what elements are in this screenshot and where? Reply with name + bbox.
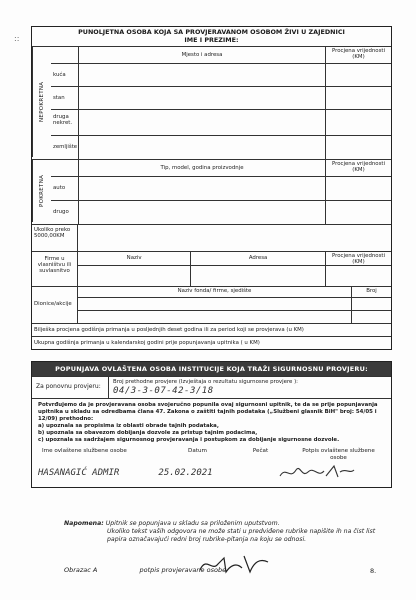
page-number: 8.: [370, 567, 377, 575]
prev-check-label: Broj prethodne provjere (Izvještaja o rezultatu sigurnosne provjere ):: [113, 379, 298, 385]
cert-item-b: b) upoznala sa obavezom dobijanja dozvole za pristup tajnim podacima,: [38, 430, 258, 436]
income-prev-label: Bilješka procjena godišnja primanja u posljednjih deset godina ili za period koji se provjerava (u KM): [34, 327, 304, 333]
company-address-field[interactable]: [190, 266, 325, 286]
form-subtitle: IME I PREZIME:: [184, 35, 239, 44]
car-value-field[interactable]: [325, 177, 391, 200]
sign-label: potpis provjeravane osobe: [139, 566, 227, 574]
over-value-field[interactable]: [77, 225, 391, 251]
value-header: Procjena vrijednosti (KM): [325, 47, 391, 63]
authorized-person-section: [31, 361, 392, 488]
row-label-other-property: druga nekret.: [53, 114, 73, 126]
sig-date-header: Datum: [188, 448, 207, 454]
immovable-label: NEPOKRETNA: [32, 47, 51, 157]
applicant-signature: [196, 552, 276, 580]
notes-label: Napomena:: [64, 520, 104, 527]
other-property-value-field[interactable]: [325, 110, 391, 135]
movable-label: POKRETNA: [32, 160, 51, 222]
income-total-label: Ukupna godišnja primanja u kalendarskoj godini prije popunjavanja upitnika ( u KM): [34, 340, 260, 346]
sig-name-value[interactable]: HASANAGIĆ ADMIR: [38, 467, 120, 478]
shares-count-field-1[interactable]: [351, 298, 391, 310]
notes-line2: Ukoliko tekst vaših odgovora ne može stati u predviđene rubrike napišite ih na čist list papira označavajući redni broj rubrike-pitanja na koju se odnosi.: [107, 528, 376, 543]
row-label-land: zemljište: [53, 144, 78, 150]
over-value-note: Ukoliko preko 5000,00KM: [34, 227, 71, 239]
company-address-header: Adresa: [190, 252, 325, 265]
shares-count-field-2[interactable]: [351, 311, 391, 323]
company-value-field[interactable]: [325, 266, 391, 286]
company-name-field[interactable]: [78, 266, 190, 286]
row-label-flat: stan: [53, 95, 65, 101]
household-member-form: [31, 26, 392, 350]
form-title: [32, 27, 391, 46]
notes-line1: Upitnik se popunjava u skladu sa priloženim uputstvom.: [105, 520, 280, 527]
shares-name-field-2[interactable]: [78, 311, 351, 323]
row-label-house: kuća: [53, 72, 66, 78]
company-name-header: Naziv: [126, 255, 142, 261]
sig-signature-header: Potpis ovlaštene službene osobe: [302, 448, 375, 461]
certification-text: Potvrđujemo da je provjeravana osoba svojeručno popunila ovaj sigurnosni upitnik, te da se prije popunjavanja upitnika u skladu sa odredbama člana 47. Zakona o zaštiti tajnih podataka („Službeni glasnik BiH" broj: 54/05 i 12/09) prethodno:: [38, 402, 378, 422]
cert-item-a: a) upoznala sa propisima iz oblasti obrade tajnih podataka,: [38, 423, 219, 429]
other-movable-field[interactable]: [78, 201, 325, 224]
flat-address-field[interactable]: [78, 87, 325, 109]
shares-header: Naziv fonda/ firme, sjedište: [177, 288, 252, 294]
other-property-address-field[interactable]: [78, 110, 325, 135]
movable-value-header: Procjena vrijednosti (KM): [325, 160, 391, 176]
form-title-text: PUNOLJETNA OSOBA KOJA SA PROVJERAVANOM OSOBOM ŽIVI U ZAJEDNICI: [78, 28, 345, 36]
company-value-header: Procjena vrijednosti (KM): [325, 252, 391, 265]
notes: [64, 520, 384, 544]
authorized-signature: [268, 462, 385, 484]
cert-item-c: c) upoznala sa sadržajem sigurnosnog provjeravanja i postupkom za dobijanje sigurnosne dozvole.: [38, 437, 340, 443]
corner-mark: ::: [14, 34, 20, 43]
car-field[interactable]: [78, 177, 325, 200]
sig-date-value[interactable]: 25.02.2021: [158, 467, 213, 478]
other-movable-value-field[interactable]: [325, 201, 391, 224]
shares-count-header: Broj: [351, 287, 391, 297]
house-address-field[interactable]: [78, 64, 325, 86]
land-value-field[interactable]: [325, 136, 391, 159]
row-label-other-movable: drugo: [53, 209, 69, 215]
address-header: Mjesto i adresa: [78, 47, 325, 63]
movable-header: Tip, model, godina proizvodnje: [78, 160, 325, 176]
company-label: Firme u vlasništvu ili suvlasnitvo: [37, 256, 72, 274]
house-value-field[interactable]: [325, 64, 391, 86]
section2-title: POPUNJAVA OVLAŠTENA OSOBA INSTITUCIJE KOJA TRAŽI SIGURNOSNU PROVJERU:: [32, 362, 391, 376]
sig-name-header: Ime ovlaštene službene osobe: [42, 448, 127, 454]
land-address-field[interactable]: [78, 136, 325, 159]
row-label-car: auto: [53, 185, 66, 191]
renewal-label: Za ponovnu provjeru:: [32, 377, 109, 398]
sig-stamp-header: Pečat: [252, 448, 269, 454]
form-label: Obrazac A: [64, 566, 98, 574]
shares-name-field-1[interactable]: [78, 298, 351, 310]
prev-check-number[interactable]: 04/3-3-07-42-3/18: [113, 386, 214, 396]
flat-value-field[interactable]: [325, 87, 391, 109]
shares-label: Dionice/akcije: [34, 301, 72, 307]
